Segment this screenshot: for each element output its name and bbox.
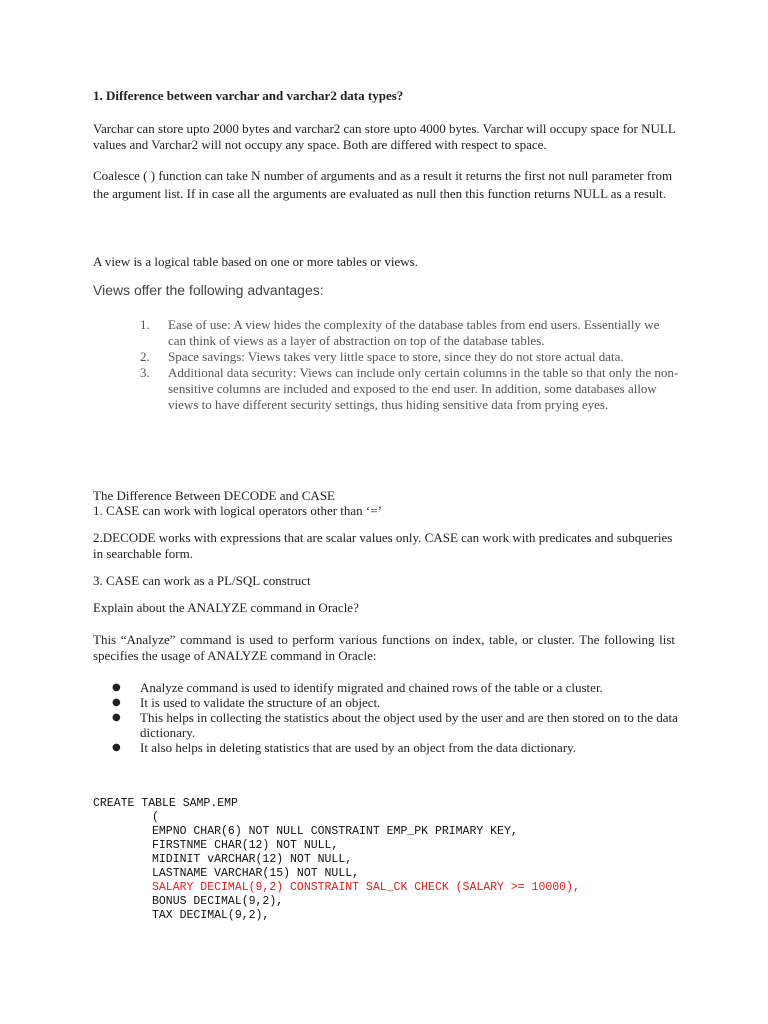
views-advantages-list	[140, 317, 680, 413]
code-line: EMPNO CHAR(6) NOT NULL CONSTRAINT EMP_PK PRIMARY KEY,	[152, 825, 518, 838]
list-item-text: This helps in collecting the statistics about the object used by the user and are then stored on to the data dictionary.	[140, 710, 678, 740]
code-line: TAX DECIMAL(9,2),	[152, 909, 270, 922]
decode-case-point-3: 3. CASE can work as a PL/SQL construct	[93, 573, 311, 588]
list-item	[140, 317, 680, 349]
list-item-text: Space savings: Views takes very little space to store, since they do not store actual data.	[168, 349, 624, 364]
coalesce-paragraph: Coalesce ( ) function can take N number of arguments and as a result it returns the first not null parameter from the argument list. If in case all the arguments are evaluated as null then this function returns NULL as a result.	[93, 168, 673, 201]
list-item	[112, 695, 682, 710]
list-item-text: Ease of use: A view hides the complexity of the database tables from end users. Essentially we can think of views as a layer of abstraction on top of the database tables.	[168, 317, 660, 348]
code-line: CREATE TABLE SAMP.EMP	[93, 797, 238, 810]
list-item	[140, 365, 680, 413]
list-item-text: It is used to validate the structure of an object.	[140, 695, 381, 710]
list-item-text: It also helps in deleting statistics that are used by an object from the data dictionary.	[140, 740, 576, 755]
list-number: 1.	[140, 317, 150, 332]
view-definition: A view is a logical table based on one or more tables or views.	[93, 254, 418, 269]
code-line: BONUS DECIMAL(9,2),	[152, 895, 284, 908]
list-item	[112, 740, 682, 755]
varchar-paragraph: Varchar can store upto 2000 bytes and varchar2 can store upto 4000 bytes. Varchar will occupy space for NULL values and Varchar2 will not occupy any space. Both are differed with respect to space.	[93, 121, 676, 152]
analyze-usage-list	[112, 680, 682, 755]
list-item	[140, 349, 680, 365]
analyze-question: Explain about the ANALYZE command in Oracle?	[93, 600, 359, 615]
bullet-icon: ●	[112, 712, 121, 723]
code-line-highlighted: SALARY DECIMAL(9,2) CONSTRAINT SAL_CK CHECK (SALARY >= 10000),	[152, 881, 580, 894]
list-number: 3.	[140, 365, 150, 380]
question-heading-varchar: 1. Difference between varchar and varchar2 data types?	[93, 88, 404, 103]
analyze-intro: This “Analyze” command is used to perform various functions on index, table, or cluster. The following list specifies the usage of ANALYZE command in Oracle:	[93, 632, 675, 663]
bullet-icon: ●	[112, 742, 121, 753]
bullet-icon: ●	[112, 682, 121, 693]
bullet-icon: ●	[112, 697, 121, 708]
sql-code-block	[93, 797, 580, 923]
list-item-text: Analyze command is used to identify migrated and chained rows of the table or a cluster.	[140, 680, 603, 695]
code-line: FIRSTNME CHAR(12) NOT NULL,	[152, 839, 339, 852]
list-number: 2.	[140, 349, 150, 364]
code-line: MIDINIT vARCHAR(12) NOT NULL,	[152, 853, 353, 866]
decode-case-point-2: 2.DECODE works with expressions that are scalar values only. CASE can work with predicates and subqueries in searchable form.	[93, 530, 673, 561]
list-item-text: Additional data security: Views can include only certain columns in the table so that only the non-sensitive columns are included and exposed to the end user. In addition, some databases allow views to have different security settings, thus hiding sensitive data from prying eyes.	[168, 365, 679, 412]
views-advantages-heading: Views offer the following advantages:	[93, 282, 324, 298]
list-item	[112, 710, 682, 740]
decode-case-title: The Difference Between DECODE and CASE	[93, 488, 335, 503]
code-line: (	[152, 811, 159, 824]
list-item	[112, 680, 682, 695]
code-line: LASTNAME VARCHAR(15) NOT NULL,	[152, 867, 360, 880]
decode-case-point-1: 1. CASE can work with logical operators other than ‘=’	[93, 503, 382, 518]
